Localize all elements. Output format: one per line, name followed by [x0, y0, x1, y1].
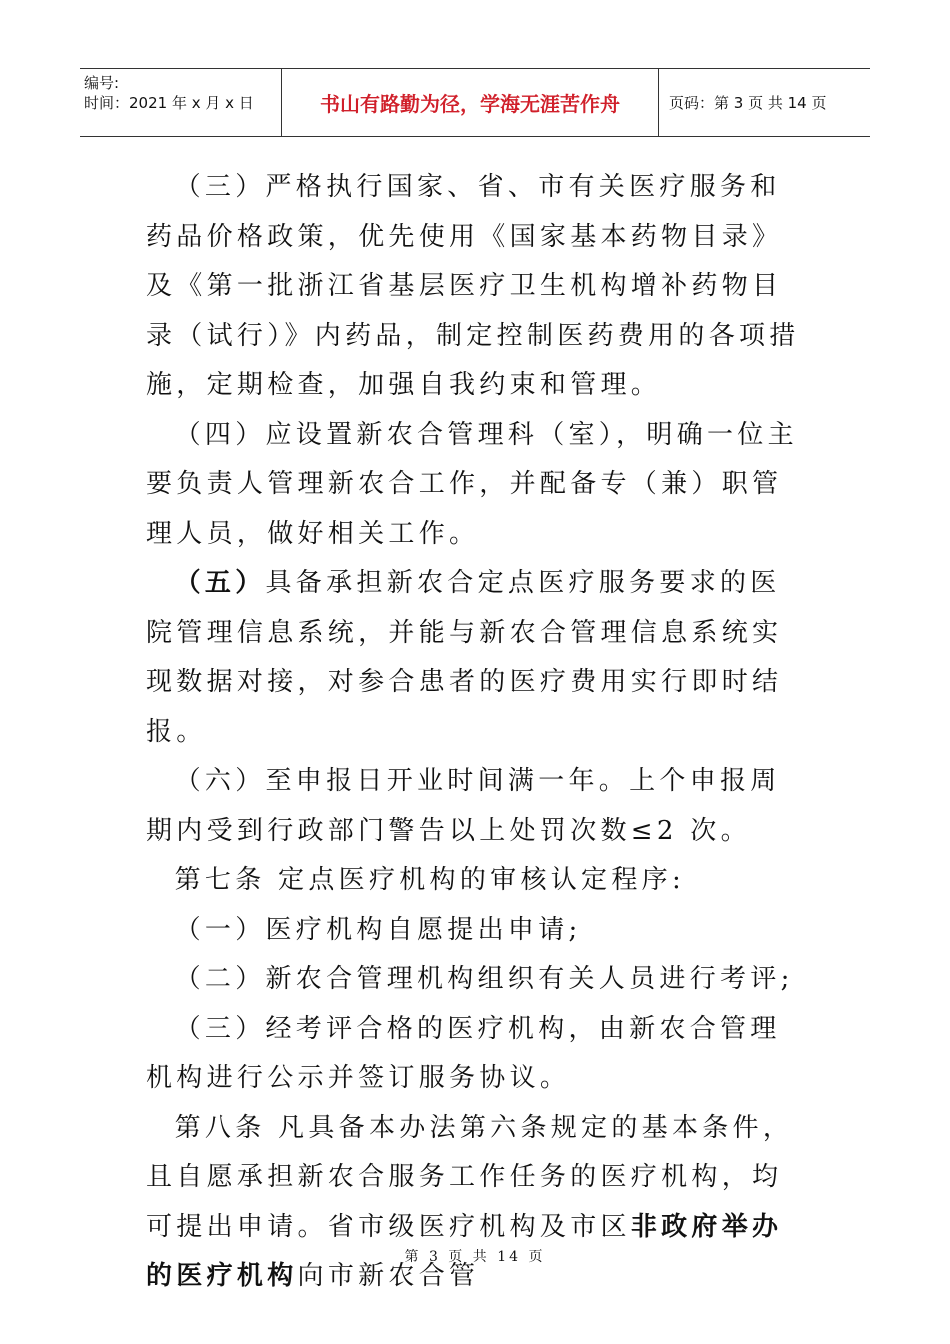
- paragraph-6: （六）至申报日开业时间满一年。上个申报周期内受到行政部门警告以上处罚次数≤2 次。: [146, 766, 781, 846]
- article-8-text: 第八条 凡具备本办法第六条规定的基本条件，且自愿承担新农合服务工作任务的医疗机构，均可提出申请。省市级医疗机构及市区: [146, 1112, 794, 1242]
- paragraph-5-text: 具备承担新农合定点医疗服务要求的医院管理信息系统，并能与新农合管理信息系统实现数据对接，对参合患者的医疗费用实行即时结报。: [146, 568, 783, 747]
- article-8-bold: 非政府举办的医疗机构: [146, 1211, 783, 1291]
- header-meta: [80, 69, 282, 136]
- article-7-item-3: （三）经考评合格的医疗机构，由新农合管理机构进行公示并签订服务协议。: [146, 1013, 781, 1093]
- article-7: 第七条 定点医疗机构的审核认定程序:: [174, 865, 686, 895]
- time-label: 时间：2021 年 x 月 x 日: [84, 94, 254, 112]
- article-8-tail: 向市新农合管: [297, 1261, 480, 1291]
- article-8: [146, 1104, 806, 1302]
- paragraph-3: （三）严格执行国家、省、市有关医疗服务和药品价格政策，优先使用《国家基本药物目录》及《第一批浙江省基层医疗卫生机构增补药物目录（试行）》内药品，制定控制医药费用的各项措施，定期检查，加强自我约束和管理。: [146, 172, 800, 400]
- page-footer: 第 3 页 共 14 页: [404, 1249, 546, 1265]
- article-7-item-1: （一）医疗机构自愿提出申请;: [174, 914, 582, 945]
- paragraph-5-number: （五）: [174, 568, 266, 598]
- header-motto: 书山有路勤为径，学海无涯苦作舟: [282, 69, 659, 136]
- number-label: 编号:: [84, 74, 120, 92]
- document-body: [146, 163, 806, 1302]
- page-header: [80, 68, 870, 137]
- article-7-item-2: （二）新农合管理机构组织有关人员进行考评;: [174, 964, 794, 994]
- paragraph-5: [146, 559, 806, 757]
- header-page-code: 页码：第 3 页 共 14 页: [669, 94, 827, 112]
- paragraph-4: （四）应设置新农合管理科（室），明确一位主要负责人管理新农合工作，并配备专（兼）职管理人员，做好相关工作。: [146, 419, 798, 549]
